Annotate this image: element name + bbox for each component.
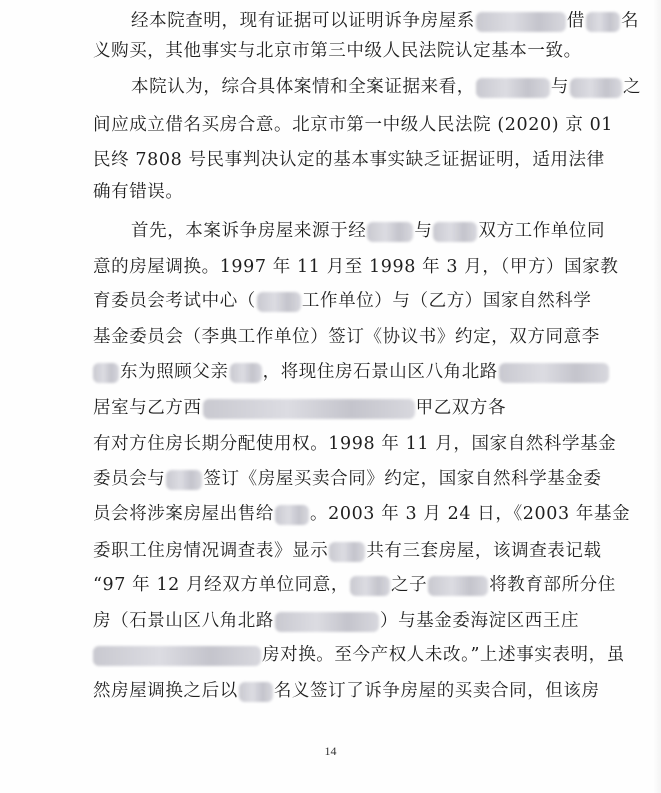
redaction-block [239, 682, 273, 702]
redaction-block [476, 78, 550, 98]
redaction-block [499, 363, 609, 383]
redaction-block [586, 12, 620, 32]
page-number: 14 [324, 744, 337, 758]
text-segment: 员会将涉案房屋出售给 [93, 504, 274, 524]
text-segment: 将教育部所分住 [489, 575, 616, 595]
text-segment: 借 [566, 11, 586, 31]
text-segment: 育委员会考试中心（ [93, 291, 256, 311]
text-segment: 义购买，其他事实与北京市第三中级人民法院认定基本一致。 [93, 41, 582, 61]
text-line [0, 640, 661, 670]
text-segment: 首先，本案诉争房屋来源于经 [131, 221, 367, 241]
text-line [0, 429, 661, 459]
text-line [0, 464, 661, 494]
text-line [0, 322, 661, 352]
text-line [0, 110, 661, 140]
redaction-block [367, 222, 413, 242]
redaction-block [433, 222, 477, 242]
text-segment: 房对换。至今产权人未改。”上述事实表明，虽 [262, 645, 625, 665]
text-segment: 间应成立借名买房合意。北京市第一中级人民法院 (2020) 京 01 [93, 115, 614, 135]
text-segment: 共有三套房屋，该调查表记载 [366, 541, 602, 561]
redaction-block [275, 612, 379, 632]
text-line [0, 286, 661, 316]
text-segment: 民终 7808 号民事判决认定的基本事实缺乏证据证明，适用法律 [93, 150, 605, 170]
redaction-block [166, 470, 202, 490]
text-line [0, 499, 661, 529]
text-segment: 确有错误。 [93, 182, 184, 202]
text-line [0, 72, 661, 102]
text-segment: 居室与乙方西 [93, 398, 202, 418]
text-segment: 签订《房屋买卖合同》约定，国家自然科学基金委 [203, 469, 602, 489]
text-segment: 之子 [390, 575, 428, 595]
text-segment: 然房屋调换之后以 [93, 681, 238, 701]
text-line [0, 676, 661, 706]
text-segment: 经本院查明，现有证据可以证明诉争房屋系 [131, 11, 475, 31]
text-segment: 名 [621, 11, 640, 31]
text-line [0, 252, 661, 282]
text-segment: 有对方住房长期分配使用权。1998 年 11 月，国家自然科学基金 [93, 434, 617, 454]
text-line [0, 6, 661, 36]
redaction-block [350, 576, 390, 596]
text-segment: 与 [550, 77, 570, 97]
text-line [0, 177, 661, 207]
text-line [0, 216, 661, 246]
redaction-block [476, 12, 566, 32]
text-segment: 东为照顾父亲 [120, 362, 229, 382]
text-segment: 委员会与 [93, 469, 166, 489]
redaction-block [275, 505, 309, 525]
text-segment: “97 年 12 月经双方单位同意， [93, 575, 349, 595]
text-segment: ）与基金委海淀区西王庄 [380, 611, 580, 631]
text-segment: 委职工住房情况调查表》显示 [93, 541, 329, 561]
redaction-block [93, 363, 119, 383]
text-line [0, 393, 661, 423]
text-line [0, 570, 661, 600]
text-segment: 双方工作单位同 [478, 221, 606, 241]
text-segment: ，将现住房石景山区八角北路 [262, 362, 498, 382]
text-line [0, 145, 661, 175]
text-segment: 甲乙双方各 [415, 398, 507, 418]
redaction-block [329, 542, 365, 562]
redaction-block [257, 292, 301, 312]
text-segment: 工作单位）与（乙方）国家自然科学 [301, 291, 592, 311]
redaction-block [428, 576, 488, 596]
text-segment: 房（石景山区八角北路 [93, 611, 274, 631]
redaction-block [93, 646, 261, 666]
text-segment: 意的房屋调换。1997 年 11 月至 1998 年 3 月，（甲方）国家教 [93, 257, 619, 277]
text-segment: 本院认为，综合具体案情和全案证据来看， [131, 77, 475, 97]
redaction-block [570, 78, 622, 98]
text-segment: 之 [623, 77, 642, 97]
text-segment: 与 [414, 221, 433, 241]
text-line [0, 606, 661, 636]
redaction-block [230, 363, 262, 383]
text-line [0, 36, 661, 66]
text-segment: 名义签订了诉争房屋的买卖合同，但该房 [273, 681, 600, 701]
text-segment: 基金委员会（李典工作单位）签订《协议书》约定，双方同意李 [93, 327, 600, 347]
text-segment: 。2003 年 3 月 24 日，《2003 年基金 [310, 504, 631, 524]
text-line [0, 357, 661, 387]
redaction-block [203, 399, 415, 419]
text-line [0, 536, 661, 566]
